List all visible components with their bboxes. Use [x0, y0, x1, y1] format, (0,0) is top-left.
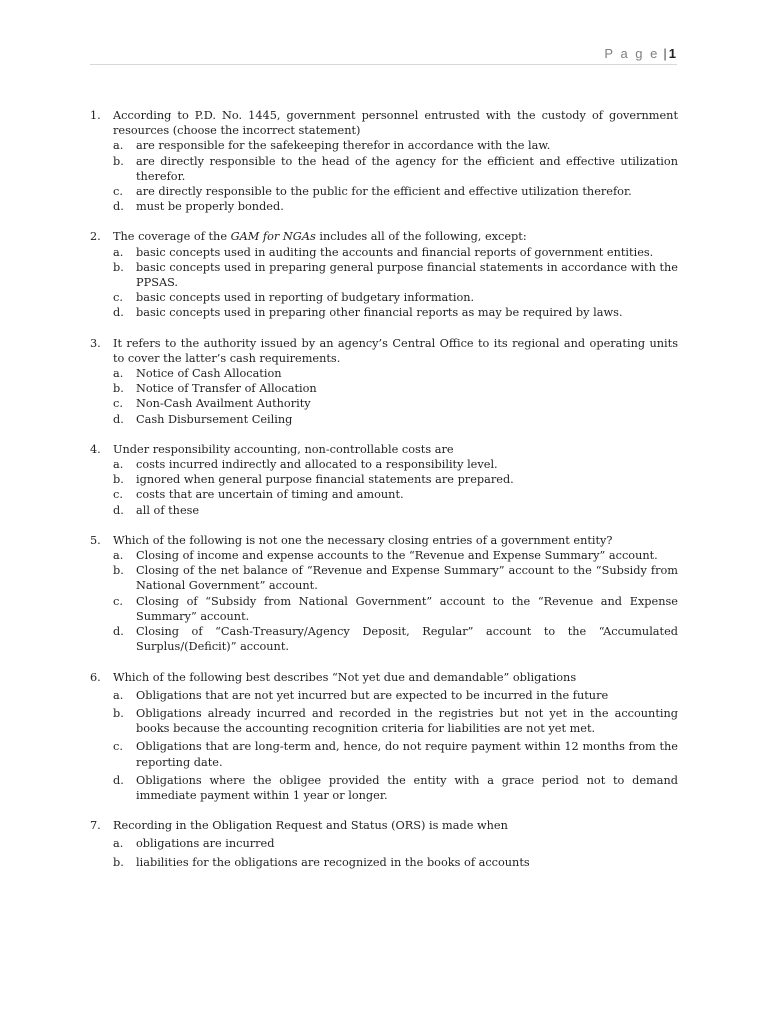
question-1 — [90, 108, 678, 214]
question-5 — [90, 533, 678, 655]
option-a: a. costs incurred indirectly and allocated to a responsibility level. — [113, 458, 498, 472]
question-text: The coverage of the GAM for NGAs includes all of the following, except: — [113, 230, 527, 244]
question-6 — [90, 670, 678, 804]
question-2 — [90, 229, 678, 320]
question-text: It refers to the authority issued by an agency’s Central Office to its regional and operating units to cover the latter’s cash requirements. — [113, 336, 678, 365]
option-c: c. Obligations that are long-term and, hence, do not require payment within 12 months from the reporting date. — [113, 740, 678, 769]
option-b: b. ignored when general purpose financial statements are prepared. — [113, 473, 514, 487]
option-b: b. are directly responsible to the head of the agency for the efficient and effective utilization therefor. — [113, 154, 678, 183]
option-c: c. Closing of “Subsidy from National Government” account to the “Revenue and Expense Summary” account. — [113, 594, 678, 623]
question-number: 6. — [90, 670, 101, 684]
question-number: 5. — [90, 533, 101, 547]
option-b: b. Obligations already incurred and recorded in the registries but not yet in the accounting books because the accounting recognition criteria for liabilities are not yet met. — [113, 706, 678, 736]
option-b: b. Closing of the net balance of “Revenue and Expense Summary” account to the “Subsidy from National Government” account. — [113, 564, 678, 593]
option-d: d. all of these — [113, 503, 200, 517]
question-number: 2. — [90, 230, 101, 244]
option-d: d. must be properly bonded. — [113, 200, 284, 214]
option-c: c. costs that are uncertain of timing and amount. — [113, 488, 404, 502]
question-text: Which of the following best describes “Not yet due and demandable” obligations — [113, 670, 577, 684]
question-4 — [90, 442, 678, 518]
option-a: a. obligations are incurred — [113, 837, 275, 851]
option-d: d. Closing of “Cash-Treasury/Agency Deposit, Regular” account to the “Accumulated Surplus/(Deficit)” account. — [113, 625, 678, 654]
option-a: a. Closing of income and expense accounts to the “Revenue and Expense Summary” account. — [113, 549, 658, 563]
option-c: c. basic concepts used in reporting of budgetary information. — [113, 291, 475, 305]
header-rule — [90, 64, 677, 65]
option-a: a. are responsible for the safekeeping therefor in accordance with the law. — [113, 139, 551, 153]
option-b: b. basic concepts used in preparing general purpose financial statements in accordance with the PPSAS. — [113, 260, 678, 290]
gam-title: GAM for NGAs — [230, 230, 316, 244]
question-list — [90, 108, 678, 885]
question-3 — [90, 336, 678, 427]
question-number: 1. — [90, 109, 101, 122]
option-b: b. liabilities for the obligations are recognized in the books of accounts — [113, 855, 530, 869]
question-number: 3. — [90, 336, 101, 350]
option-c: c. are directly responsible to the public for the efficient and effective utilization therefor. — [113, 185, 632, 199]
page-header — [604, 46, 676, 61]
option-b: b. Notice of Transfer of Allocation — [113, 382, 317, 396]
question-text: Under responsibility accounting, non-controllable costs are — [113, 442, 454, 456]
question-number: 4. — [90, 442, 101, 456]
option-d: d. Obligations where the obligee provided the entity with a grace period not to demand immediate payment within 1 year or longer. — [113, 773, 678, 802]
question-number: 7. — [90, 819, 101, 833]
option-c: c. Non-Cash Availment Authority — [113, 397, 311, 411]
question-text: Recording in the Obligation Request and Status (ORS) is made when — [113, 819, 508, 833]
question-text: According to P.D. No. 1445, government personnel entrusted with the custody of government resources (choose the incorrect statement) — [113, 109, 678, 138]
option-a: a. Notice of Cash Allocation — [113, 367, 282, 381]
option-a: a. basic concepts used in auditing the accounts and financial reports of government entities. — [113, 245, 654, 259]
option-d: d. Cash Disbursement Ceiling — [113, 412, 293, 426]
page-label: P a g e — [604, 46, 660, 61]
page-number: 1 — [668, 46, 676, 61]
option-a: a. Obligations that are not yet incurred but are expected to be incurred in the future — [113, 688, 609, 702]
page-separator: | — [663, 46, 667, 61]
option-d: d. basic concepts used in preparing other financial reports as may be required by laws. — [113, 306, 623, 320]
question-7 — [90, 818, 678, 870]
question-text: Which of the following is not one the necessary closing entries of a government entity? — [113, 533, 613, 547]
